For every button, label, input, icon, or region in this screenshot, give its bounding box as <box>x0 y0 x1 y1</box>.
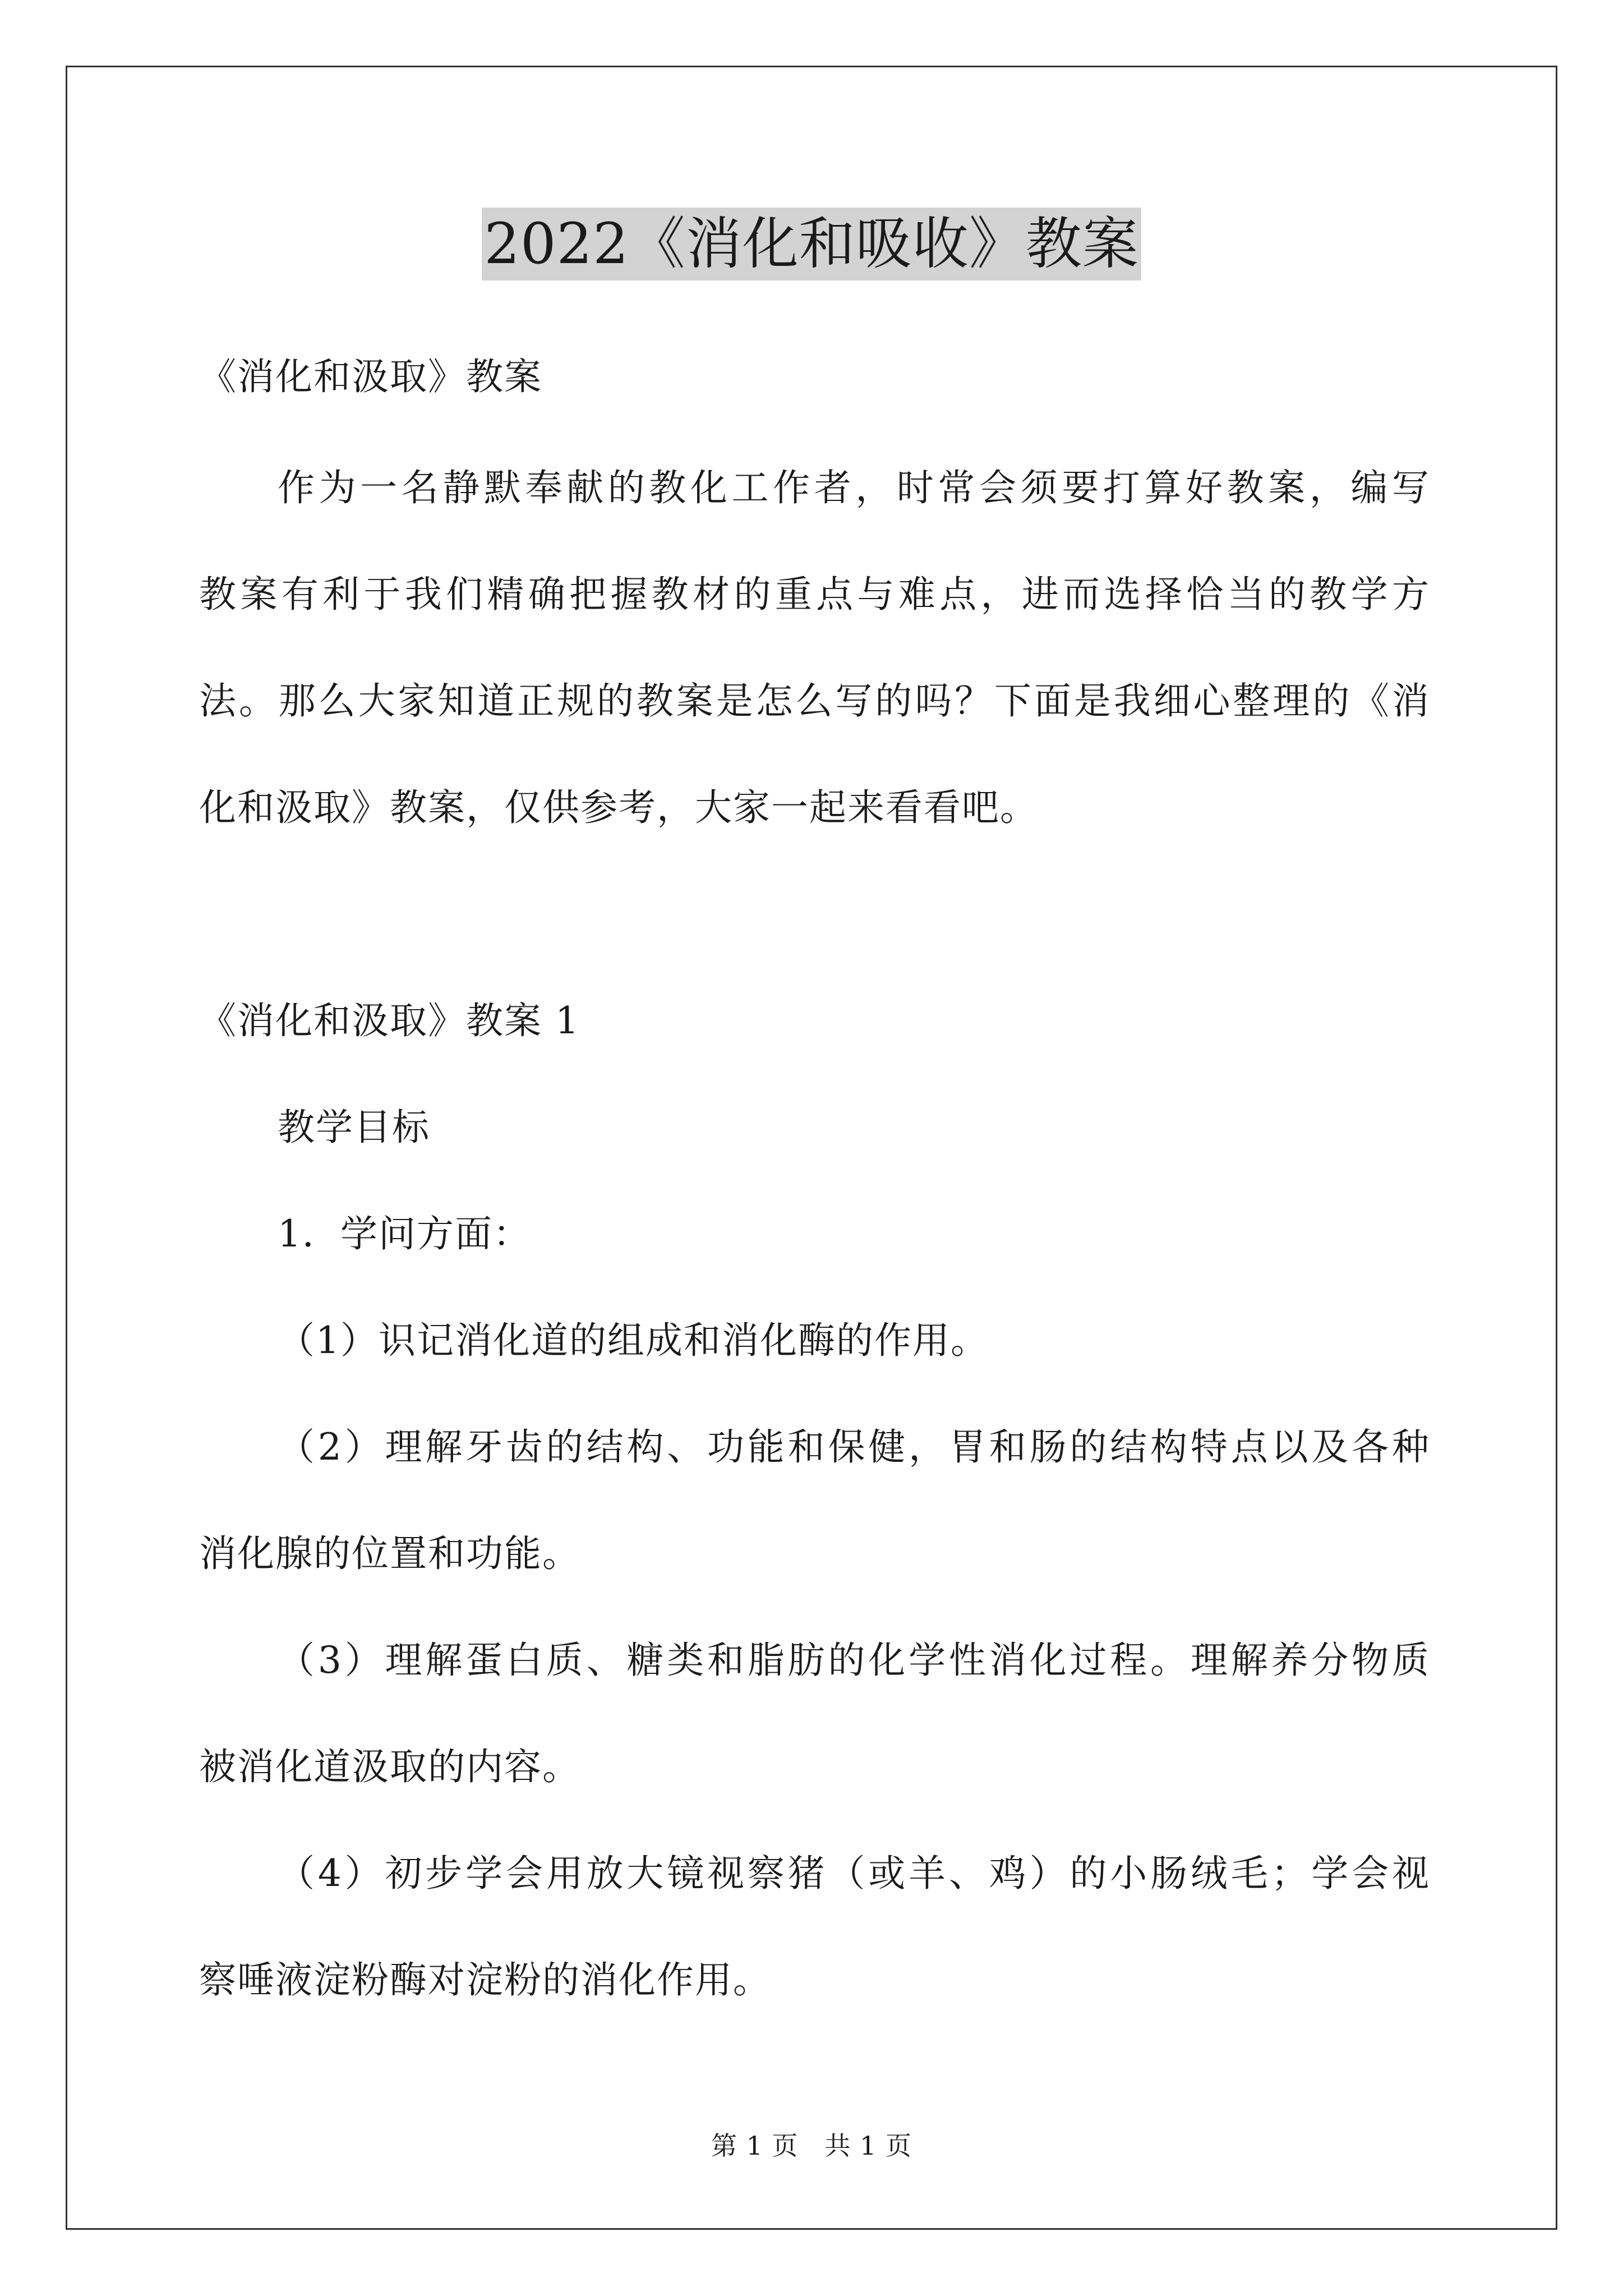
intro-line-1: 作为一名静默奉献的教化工作者，时常会须要打算好教案，编写 <box>278 466 1430 509</box>
document-title-block <box>0 208 1623 280</box>
intro-line-4: 化和汲取》教案，仅供参考，大家一起来看看吧。 <box>199 786 1038 829</box>
item-4-line-1: （4）初步学会用放大镜视察猪（或羊、鸡）的小肠绒毛；学会视 <box>278 1852 1430 1895</box>
intro-line-3: 法。那么大家知道正规的教案是怎么写的吗？下面是我细心整理的《消 <box>199 679 1430 723</box>
objectives-heading: 教学目标 <box>278 1106 430 1149</box>
item-4-line-2: 察唾液淀粉酶对淀粉的消化作用。 <box>199 1958 771 2001</box>
page-footer: 第 1 页 共 1 页 <box>711 2131 912 2161</box>
document-title: 2022《消化和吸收》教案 <box>482 208 1141 280</box>
intro-line-2: 教案有利于我们精确把握教材的重点与难点，进而选择恰当的教学方 <box>199 573 1430 616</box>
knowledge-heading: 1．学问方面： <box>278 1212 531 1255</box>
item-2-line-1: （2）理解牙齿的结构、功能和保健，胃和肠的结构特点以及各种 <box>278 1425 1430 1469</box>
section-heading: 《消化和汲取》教案 1 <box>199 999 580 1042</box>
item-3-line-1: （3）理解蛋白质、糖类和脂肪的化学性消化过程。理解养分物质 <box>278 1639 1430 1682</box>
item-1-line-1: （1）识记消化道的组成和消化酶的作用。 <box>278 1319 989 1362</box>
document-subtitle: 《消化和汲取》教案 <box>199 355 542 398</box>
item-3-line-2: 被消化道汲取的内容。 <box>199 1745 580 1788</box>
item-2-line-2: 消化腺的位置和功能。 <box>199 1532 580 1575</box>
